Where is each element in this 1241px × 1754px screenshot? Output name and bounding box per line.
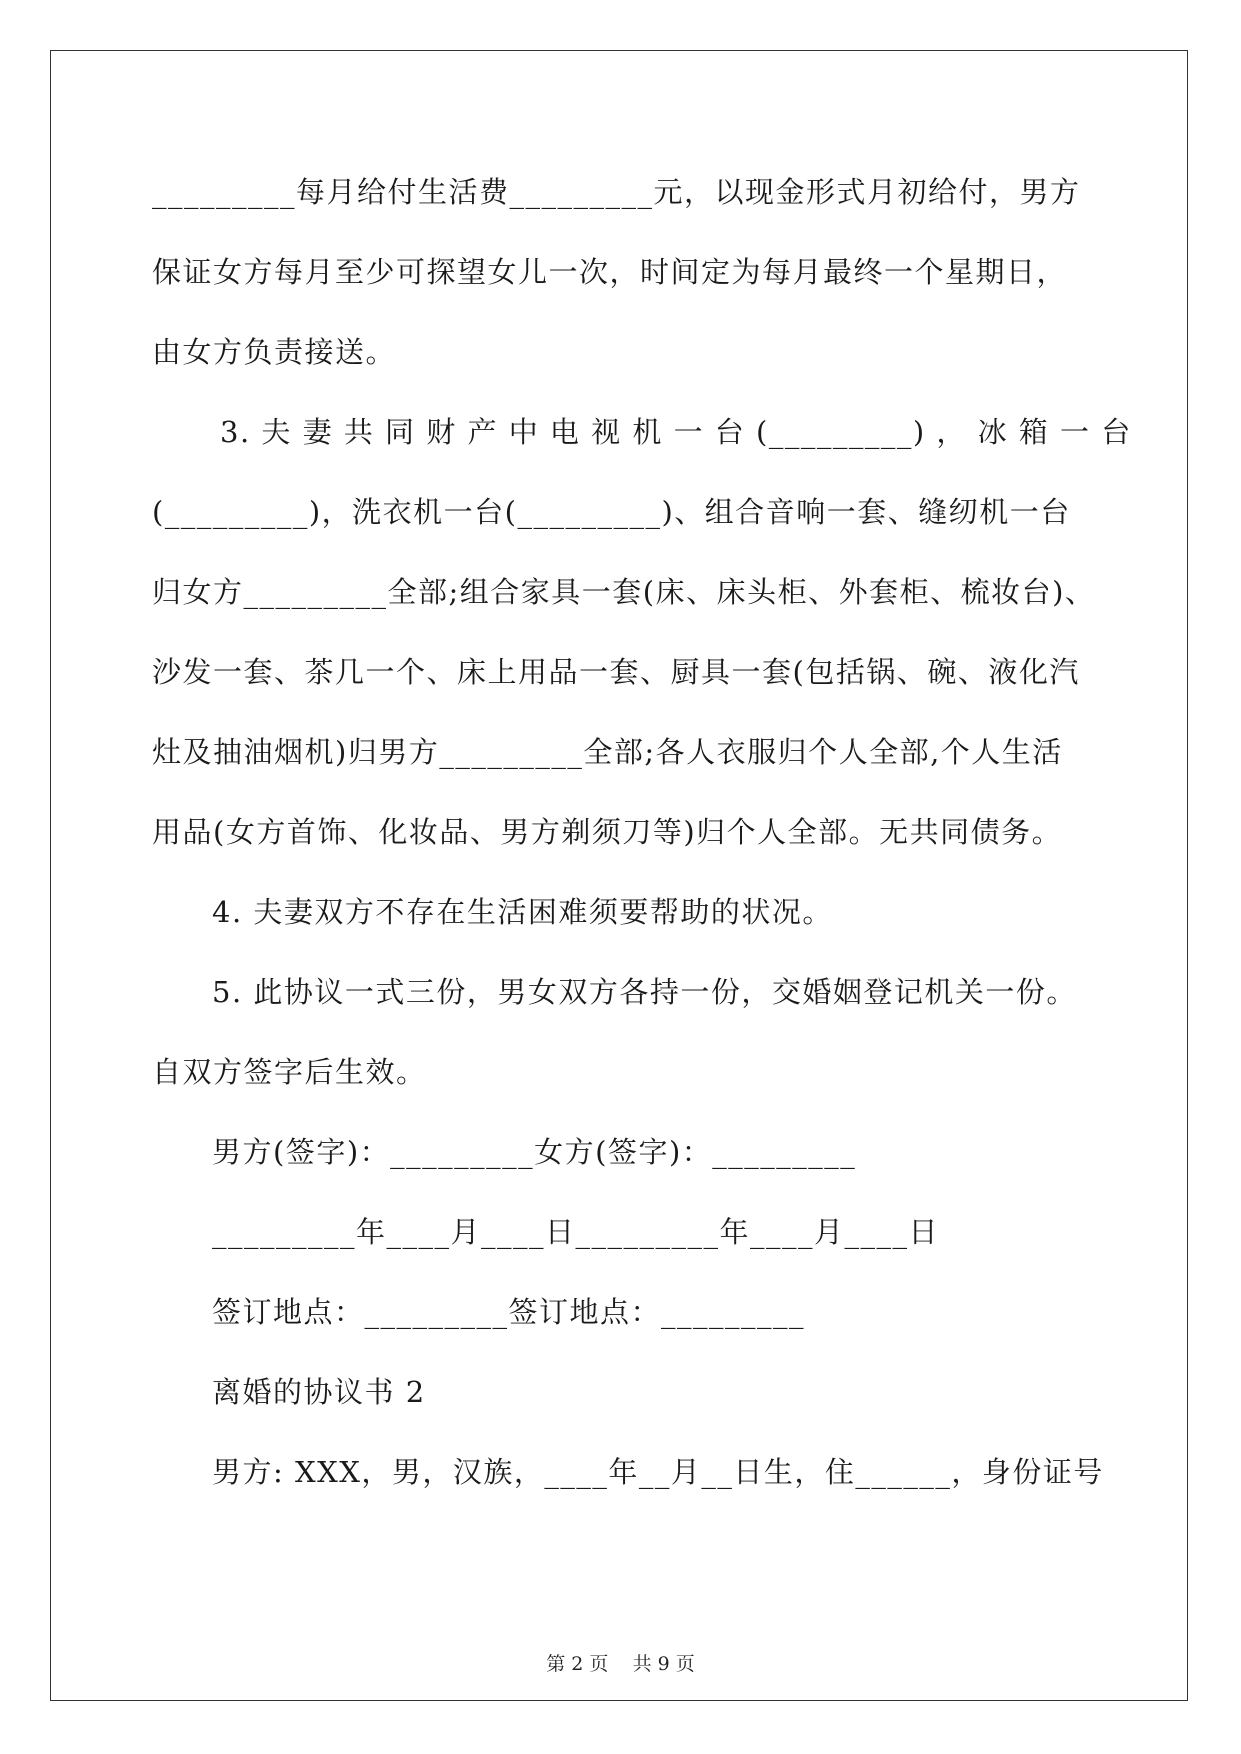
sign-place-line: 签订地点：_________签订地点：_________ bbox=[212, 1295, 806, 1329]
page-footer: 第 2 页 共 9 页 bbox=[546, 1653, 695, 1675]
clause-3-line-5: 灶及抽油烟机)归男方_________全部;各人衣服归个人全部,个人生活 bbox=[152, 735, 1063, 769]
text-line-1: _________每月给付生活费_________元，以现金形式月初给付，男方 bbox=[152, 175, 1081, 209]
clause-3-line-1: 3. 夫 妻 共 同 财 产 中 电 视 机 一 台 (_________) ， 冰 箱 一 台 bbox=[220, 415, 1132, 449]
clause-4: 4. 夫妻双方不存在生活困难须要帮助的状况。 bbox=[212, 895, 833, 929]
text-line-3: 由女方负责接送。 bbox=[152, 335, 397, 369]
date-line: _________年____月____日_________年____月____日 bbox=[212, 1215, 940, 1249]
clause-3-line-2: (_________)，洗衣机一台(_________)、组合音响一套、缝纫机一台 bbox=[152, 495, 1071, 529]
signature-line: 男方(签字)：_________女方(签字)：_________ bbox=[212, 1135, 857, 1169]
clause-3-line-6: 用品(女方首饰、化妆品、男方剃须刀等)归个人全部。无共同债务。 bbox=[152, 815, 1063, 849]
party-male-line: 男方: XXX，男，汉族，____年__月__日生，住______，身份证号 bbox=[212, 1455, 1104, 1489]
clause-5-line-2: 自双方签字后生效。 bbox=[152, 1055, 427, 1089]
text-line-2: 保证女方每月至少可探望女儿一次，时间定为每月最终一个星期日， bbox=[152, 255, 1068, 289]
clause-3-line-3: 归女方_________全部;组合家具一套(床、床头柜、外套柜、梳妆台)、 bbox=[152, 575, 1096, 609]
section-title: 离婚的协议书 2 bbox=[212, 1375, 426, 1409]
clause-3-line-4: 沙发一套、茶几一个、床上用品一套、厨具一套(包括锅、碗、液化汽 bbox=[152, 655, 1080, 689]
clause-5-line-1: 5. 此协议一式三份，男女双方各持一份，交婚姻登记机关一份。 bbox=[212, 975, 1077, 1009]
